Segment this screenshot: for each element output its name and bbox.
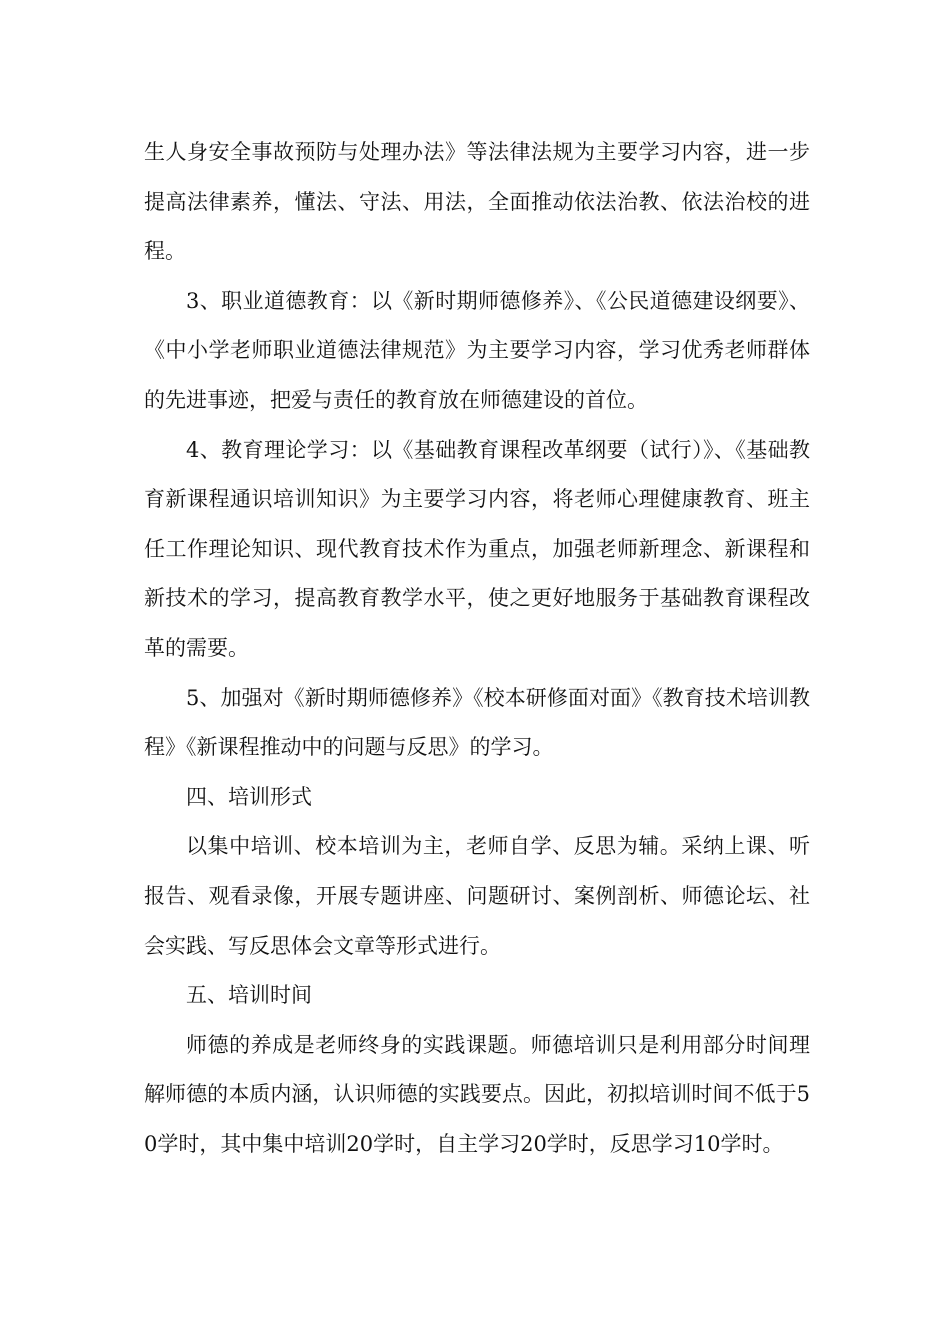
document-body (144, 128, 810, 1169)
paragraph-training-format: 以集中培训、校本培训为主，老师自学、反思为辅。采纳上课、听报告、观看录像，开展专题讲座、问题研讨、案例剖析、师德论坛、社会实践、写反思体会文章等形式进行。 (144, 834, 810, 958)
paragraph-training-time: 师德的养成是老师终身的实践课题。师德培训只是利用部分时间理解师德的本质内涵，认识师德的实践要点。因此，初拟培训时间不低于50学时，其中集中培训20学时，自主学习20学时，反思学习10学时。 (144, 1032, 810, 1156)
section-heading-training-time: 五、培训时间 (186, 983, 312, 1008)
paragraph-strengthen-study: 5、加强对《新时期师德修养》《校本研修面对面》《教育技术培训教程》《新课程推动中的问题与反思》的学习。 (144, 685, 810, 760)
section-heading-training-format: 四、培训形式 (186, 784, 312, 809)
paragraph-education-theory: 4、教育理论学习：以《基础教育课程改革纲要（试行）》、《基础教育新课程通识培训知识》为主要学习内容，将老师心理健康教育、班主任工作理论知识、现代教育技术作为重点，加强老师新理念、新课程和新技术的学习，提高教育教学水平，使之更好地服务于基础教育课程改革的需要。 (144, 437, 810, 660)
paragraph-continuation: 生人身安全事故预防与处理办法》等法律法规为主要学习内容，进一步提高法律素养，懂法、守法、用法，全面推动依法治教、依法治校的进程。 (144, 140, 810, 264)
paragraph-professional-ethics: 3、职业道德教育：以《新时期师德修养》、《公民道德建设纲要》、《中小学老师职业道德法律规范》为主要学习内容，学习优秀老师群体的先进事迹，把爱与责任的教育放在师德建设的首位。 (144, 288, 810, 412)
